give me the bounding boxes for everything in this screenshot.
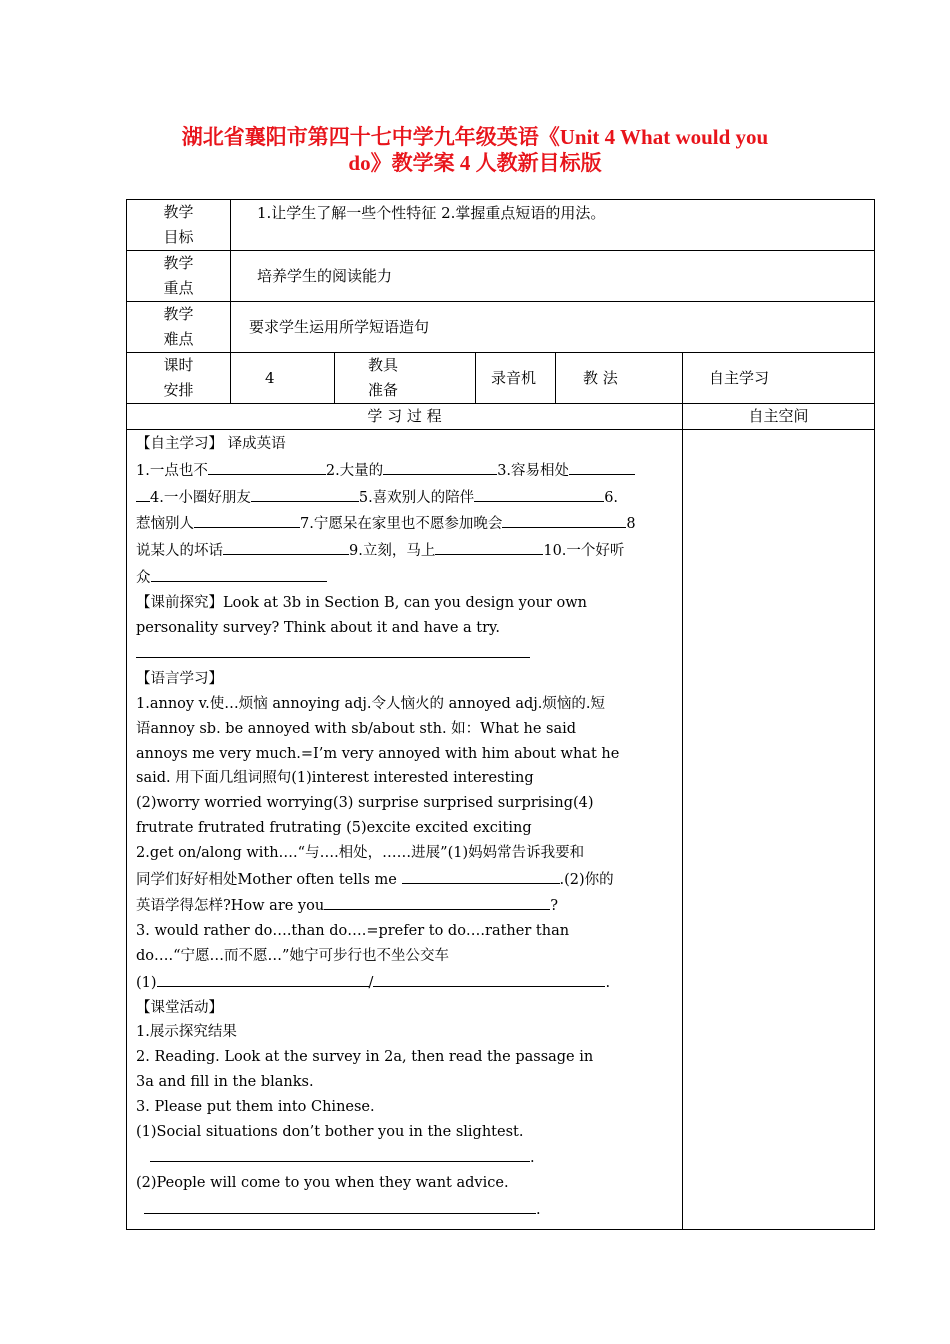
blank-9[interactable] [435,537,543,555]
blank-translate-1[interactable] [150,1144,530,1162]
difficulty-row [127,302,875,353]
hours-label: 课时 安排 [127,353,231,404]
language-line: 3. would rather do….than do….=prefer to do….rather than [136,923,570,940]
answer-line [136,640,674,667]
focus-label: 教学 重点 [127,251,231,302]
goal-label: 教学 目标 [127,200,231,251]
space-header: 自主空间 [683,404,875,430]
blank-rather-1[interactable] [157,969,369,987]
blank-get-on-2[interactable] [324,892,550,910]
content-row [127,430,875,1230]
blank-2[interactable] [383,457,497,475]
blank-7[interactable] [502,510,626,528]
title-line-2: do》教学案 4 人教新目标版 [348,151,602,175]
exercise-line: 1.一点也不 2.大量的 3.容易相处 [136,457,674,484]
blank-rather-2[interactable] [373,969,605,987]
process-header: 学 习 过 程 [127,404,683,430]
hours-value: 4 [231,353,335,404]
self-study-space [683,430,875,1230]
method-value: 自主学习 [683,353,875,404]
language-line: 2.get on/along with….“与….相处，……进展”(1)妈妈常告诉我要和 [136,844,585,861]
class-activity-heading: 【课堂活动】 [136,999,223,1016]
blank-4[interactable] [251,484,359,502]
blank-1[interactable] [208,457,326,475]
language-line: do….“宁愿…而不愿…”她宁可步行也不坐公交车 [136,947,449,964]
schedule-row [127,353,875,404]
exercise-line: 众 [136,564,674,591]
lesson-plan-table [126,199,875,1230]
pre-class-line: 【课前探究】Look at 3b in Section B, can you design your own [136,594,587,611]
answer-line: . [136,1196,674,1223]
activity-line: 1.展示探究结果 [136,1024,237,1041]
language-line: 语annoy sb. be annoyed with sb/about sth. 如：What he said [136,720,577,737]
language-line: said. 用下面几组词照句(1)interest interested interesting [136,770,534,787]
document-title [100,124,850,176]
language-heading: 【语言学习】 [136,671,223,688]
language-line: (2)worry worried worrying(3) surprise surprised surprising(4) [136,795,594,812]
blank-10[interactable] [151,564,327,582]
activity-line: 2. Reading. Look at the survey in 2a, then read the passage in [136,1049,594,1066]
blank-5[interactable] [474,484,604,502]
language-line: frutrate frutrated frutrating (5)excite excited exciting [136,819,532,836]
difficulty-text: 要求学生运用所学短语造句 [231,302,875,353]
language-line: 同学们好好相处Mother often tells me .(2)你的 [136,866,674,893]
self-study-heading: 【自主学习】 译成英语 [136,436,286,452]
difficulty-label: 教学 难点 [127,302,231,353]
language-line: 英语学得怎样?How are you ? [136,892,674,919]
focus-text: 培养学生的阅读能力 [231,251,875,302]
goal-text: 1.让学生了解一些个性特征 2.掌握重点短语的用法。 [231,200,875,251]
language-line: (1) / . [136,969,674,996]
learning-process-content [127,430,683,1230]
activity-line: 3a and fill in the blanks. [136,1073,314,1090]
blank-get-on-1[interactable] [402,866,560,884]
blank-3b[interactable] [136,484,150,502]
pre-class-line: personality survey? Think about it and have a try. [136,619,500,636]
activity-line: (1)Social situations don’t bother you in the slightest. [136,1123,524,1140]
title-line-1: 湖北省襄阳市第四十七中学九年级英语《Unit 4 What would you [181,125,769,149]
tools-label: 教具 准备 [335,353,476,404]
language-line: annoys me very much.=I’m very annoyed with him about what he [136,745,620,762]
language-line: 1.annoy v.使…烦恼 annoying adj.令人恼火的 annoyed adj.烦恼的.短 [136,695,605,712]
answer-line: . [136,1144,674,1171]
focus-row [127,251,875,302]
exercise-line: 惹恼别人 7.宁愿呆在家里也不愿参加晚会 8 [136,510,674,537]
blank-translate-2[interactable] [144,1196,536,1214]
exercise-line: 4.一小圈好朋友 5.喜欢别人的陪伴 6. [136,484,674,511]
method-label: 教 法 [556,353,683,404]
blank-3[interactable] [569,457,635,475]
goal-row [127,200,875,251]
blank-8[interactable] [223,537,349,555]
blank-6[interactable] [194,510,300,528]
activity-line: (2)People will come to you when they want advice. [136,1175,509,1192]
exercise-line: 说某人的坏话 9.立刻，马上 10.一个好听 [136,537,674,564]
section-header-row [127,404,875,430]
activity-line: 3. Please put them into Chinese. [136,1098,375,1115]
tools-value: 录音机 [476,353,556,404]
blank-survey[interactable] [136,640,530,658]
